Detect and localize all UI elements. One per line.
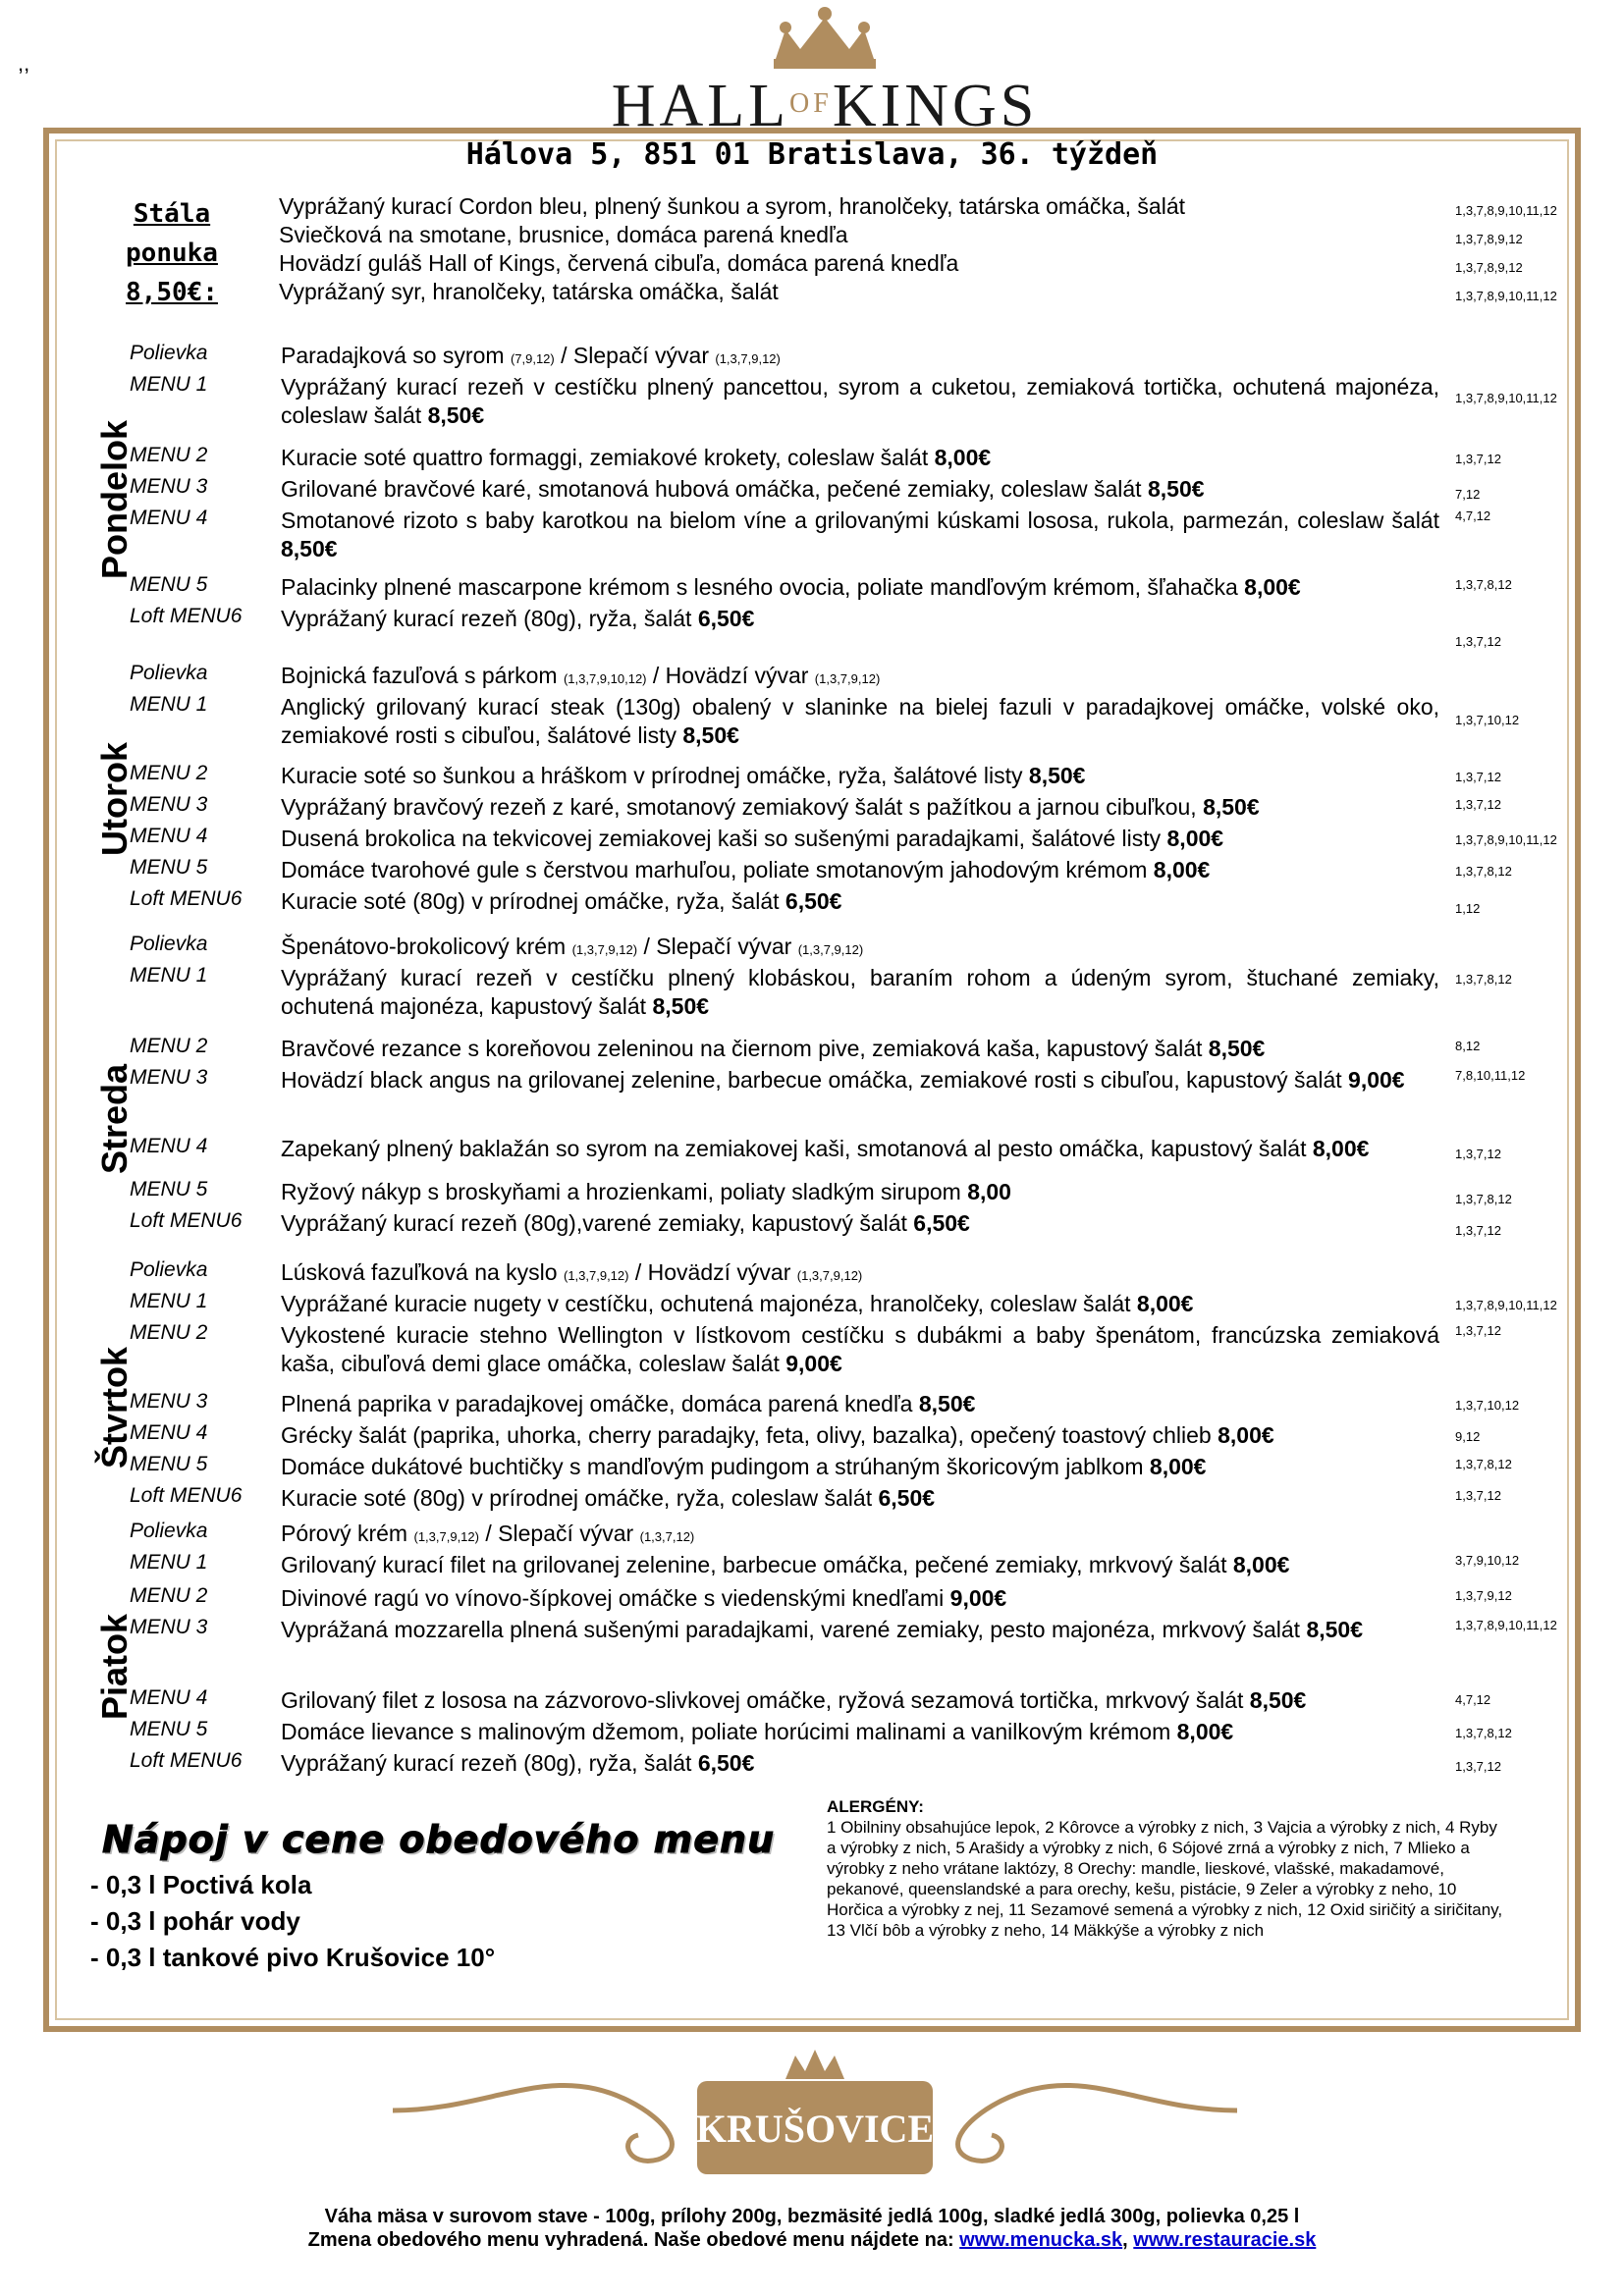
standing-offer-list: [279, 192, 1457, 306]
menu-text: Vyprážaný kurací rezeň v cestíčku plnený pancettou, syrom a cuketou, zemiaková tortička, ochutená majonéza, coleslaw šalát 8,50€: [281, 374, 1439, 428]
price: 8,50€: [918, 1391, 976, 1416]
soup-text: Pórový krém (1,3,7,9,12) / Slepačí vývar (1,3,7,12): [281, 1521, 695, 1546]
standing-offer-title: Stála ponuka 8,50€:: [126, 199, 218, 307]
row-label: Loft MENU6: [130, 1749, 243, 1772]
row-label: MENU 3: [130, 793, 208, 816]
allergen-codes: 1,3,7,12: [1455, 634, 1501, 649]
menu-text: Vyprážaný kurací rezeň (80g),varené zemiaky, kapustový šalát 6,50€: [281, 1210, 970, 1236]
price: 8,00€: [1166, 826, 1224, 851]
price: 8,00€: [1176, 1719, 1234, 1744]
price: 9,00€: [785, 1351, 842, 1376]
menu-text: Smotanové rizoto s baby karotkou na bielom víne a grilovanými kúskami lososa, rukola, parmezán, coleslaw šalát 8,50€: [281, 507, 1439, 561]
row-label: Loft MENU6: [130, 1484, 243, 1507]
row-label: MENU 1: [130, 373, 208, 396]
row-label: MENU 5: [130, 1178, 208, 1201]
allergen-codes: 1,3,7,8,12: [1455, 1192, 1512, 1206]
drinks-title: Nápoj v cene obedového menu: [102, 1818, 776, 1861]
allergen-codes: 9,12: [1455, 1429, 1481, 1444]
day-name: Streda: [94, 1063, 135, 1174]
row-label: Loft MENU6: [130, 1209, 243, 1232]
row-label: MENU 2: [130, 1035, 208, 1057]
soup-text: Bojnická fazuľová s párkom (1,3,7,9,10,12) / Hovädzí vývar (1,3,7,9,12): [281, 663, 881, 688]
row-label: MENU 5: [130, 573, 208, 596]
row-label: MENU 5: [130, 1718, 208, 1740]
list-item: Sviečková na smotane, brusnice, domáca parená knedľa: [279, 222, 848, 247]
price: 8,50€: [1208, 1036, 1266, 1061]
menu-text: Kuracie soté (80g) v prírodnej omáčke, ryža, šalát 6,50€: [281, 888, 842, 914]
allergen-codes: 1,3,7,12: [1455, 1147, 1501, 1161]
menu-text: Vykostené kuracie stehno Wellington v lístkovom cestíčku s dubákmi a baby špenátom, francúzska zemiaková kaša, cibuľová demi glace omáčka, coleslaw šalát 9,00€: [281, 1322, 1439, 1376]
footer-note: Zmena obedového menu vyhradená. Naše obedové menu nájdete na: www.menucka.sk, www.restauracie.sk: [307, 2229, 1317, 2251]
list-item: - 0,3 l pohár vody: [90, 1906, 300, 1936]
menu-text: Grilovaný filet z lososa na zázvorovo-slivkovej omáčke, ryžová sezamová tortička, mrkvový šalát 8,50€: [281, 1687, 1307, 1713]
menu-text: Domáce tvarohové gule s čerstvou marhuľou, poliate smotanovým jahodovým krémom 8,00€: [281, 857, 1211, 882]
price: 8,00€: [1153, 857, 1211, 882]
row-label: Polievka: [130, 933, 208, 955]
row-label: MENU 4: [130, 1686, 208, 1709]
allergen-codes: 1,3,7,8,9,10,11,12: [1455, 1618, 1557, 1632]
price: 8,00€: [934, 445, 992, 470]
allergen-codes: 1,3,7,8,12: [1455, 972, 1512, 987]
price: 8,50€: [1249, 1687, 1307, 1713]
allergen-codes: 1,3,7,8,9,10,11,12: [1455, 832, 1557, 847]
menu-text: Vyprážané kuracie nugety v cestíčku, ochutená majonéza, hranolčeky, coleslaw šalát 8,00€: [281, 1291, 1194, 1316]
price: 8,50€: [1306, 1617, 1363, 1642]
price: 9,00€: [949, 1585, 1007, 1611]
menu-text: Ryžový nákyp s broskyňami a hrozienkami, poliaty sladkým sirupom 8,00: [281, 1179, 1011, 1204]
price: 8,50€: [427, 402, 485, 428]
allergen-codes: 1,3,7,8,12: [1455, 1457, 1512, 1471]
day-name: Pondelok: [94, 419, 135, 579]
price: 8,00: [967, 1179, 1011, 1204]
row-label: MENU 3: [130, 1066, 208, 1089]
allergen-codes: 1,3,7,12: [1455, 1488, 1501, 1503]
menu-text: Plnená paprika v paradajkovej omáčke, domáca parená knedľa 8,50€: [281, 1391, 976, 1416]
row-label: MENU 4: [130, 1421, 208, 1444]
price: 8,00€: [1312, 1136, 1370, 1161]
row-label: Loft MENU6: [130, 887, 243, 910]
row-label: MENU 1: [130, 1290, 208, 1312]
price: 6,50€: [913, 1210, 970, 1236]
price: 8,00€: [1149, 1454, 1207, 1479]
menu-text: Hovädzí black angus na grilovanej zelenine, barbecue omáčka, zemiakové rosti s cibuľou, kapustový šalát 9,00€: [281, 1067, 1405, 1093]
allergen-codes: 7,12: [1455, 487, 1481, 502]
footer-weights: Váha mäsa v surovom stave - 100g, prílohy 200g, bezmäsité jedlá 100g, sladké jedlá 300g, polievka 0,25 l: [324, 2206, 1300, 2227]
allergen-codes: 1,3,7,8,12: [1455, 577, 1512, 592]
price: 6,50€: [878, 1485, 936, 1511]
allergen-codes: 1,3,7,12: [1455, 1759, 1501, 1774]
price: 8,00€: [1136, 1291, 1194, 1316]
allergens-text: 1 Obilniny obsahujúce lepok, 2 Kôrovce a výrobky z nich, 3 Vajcia a výrobky z nich, 4 Ryby a výrobky z nich, 5 Arašidy a výrobky z nich, 6 Sójové zrná a výrobky z nich, 7 Mlieko a výrobky z neho vrátane laktózy, 8 Orechy: mandle, lieskové, vlašské, makadamové, pekanové, queenslandské a para orechy, kešu, pistácie, 9 Zeler a výrobky z neho, 10 Horčica a výrobky z nej, 11 Sezamové semená a výrobky z nich, 12 Oxid siričitý a siričitany, 13 Vlčí bôb a výrobky z neho, 14 Mäkkýše a výrobky z nich: [827, 1818, 1503, 1940]
footer: [0, 2205, 1624, 2252]
price: 8,00€: [1232, 1552, 1290, 1577]
allergen-codes: 1,3,7,12: [1455, 1323, 1501, 1338]
standing-offer-allergens: 1,3,7,8,9,10,11,12 1,3,7,8,9,12 1,3,7,8,9,12 1,3,7,8,9,10,11,12: [1455, 203, 1557, 303]
price: 8,50€: [1147, 476, 1205, 502]
menu-text: Divinové ragú vo vínovo-šípkovej omáčke s viedenskými knedľami 9,00€: [281, 1585, 1007, 1611]
allergen-codes: 4,7,12: [1455, 1692, 1491, 1707]
menu-text: Bravčové rezance s koreňovou zeleninou na čiernom pive, zemiaková kaša, kapustový šalát 8,50€: [281, 1036, 1266, 1061]
allergen-codes: 1,3,7,8,12: [1455, 864, 1512, 879]
menu-text: Grilovaný kurací filet na grilovanej zelenine, barbecue omáčka, pečené zemiaky, mrkvový šalát 8,00€: [281, 1552, 1290, 1577]
row-label: MENU 3: [130, 1390, 208, 1413]
row-label: MENU 3: [130, 475, 208, 498]
allergen-codes: 1,3,7,8,9,10,11,12: [1455, 1298, 1557, 1312]
row-label: Loft MENU6: [130, 605, 243, 627]
brand-name: KRUŠOVICE: [695, 2107, 935, 2151]
price: 8,50€: [1028, 763, 1086, 788]
row-label: MENU 1: [130, 964, 208, 987]
drinks-list: [90, 1867, 495, 1976]
menu-text: Kuracie soté quattro formaggi, zemiakové krokety, coleslaw šalát 8,00€: [281, 445, 992, 470]
allergen-codes: 1,3,7,12: [1455, 452, 1501, 466]
menu-text: Kuracie soté so šunkou a hráškom v prírodnej omáčke, ryža, šalátové listy 8,50€: [281, 763, 1086, 788]
top-quote: ,,: [18, 51, 30, 76]
price: 6,50€: [785, 888, 842, 914]
day-name: Utorok: [94, 742, 135, 856]
hall-of-kings-logo: [491, 0, 1159, 157]
row-label: Polievka: [130, 342, 208, 364]
allergens-legend: [827, 1796, 1504, 1941]
list-item: - 0,3 l tankové pivo Krušovice 10°: [90, 1943, 496, 1972]
menu-text: Vyprážaný kurací rezeň (80g), ryža, šalát 6,50€: [281, 606, 755, 631]
row-label: MENU 2: [130, 762, 208, 784]
address: Hálova 5, 851 01 Bratislava, 36. týždeň: [465, 137, 1159, 172]
menu-text: Vyprážaná mozzarella plnená sušenými paradajkami, varené zemiaky, pesto majonéza, mrkvový šalát 8,50€: [281, 1617, 1363, 1642]
list-item: - 0,3 l Poctivá kola: [90, 1870, 312, 1899]
allergen-codes: 1,3,7,8,9,10,11,12: [1455, 391, 1557, 405]
menu-text: Grilované bravčové karé, smotanová hubová omáčka, pečené zemiaky, coleslaw šalát 8,50€: [281, 476, 1205, 502]
allergen-codes: 1,3,7,10,12: [1455, 713, 1520, 727]
row-label: MENU 5: [130, 1453, 208, 1475]
allergen-codes: 1,3,7,12: [1455, 1223, 1501, 1238]
row-label: Polievka: [130, 662, 208, 684]
day-name: Štvrtok: [94, 1346, 135, 1468]
crown-logo-icon: [491, 0, 1159, 157]
row-label: MENU 4: [130, 507, 208, 529]
beer-brand-icon: [373, 2042, 1257, 2179]
soup-text: Lúsková fazuľková na kyslo (1,3,7,9,12) / Hovädzí vývar (1,3,7,9,12): [281, 1259, 863, 1285]
allergen-codes: 8,12: [1455, 1039, 1481, 1053]
price: 6,50€: [697, 606, 755, 631]
allergen-codes: 3,7,9,10,12: [1455, 1553, 1520, 1568]
menu-text: Vyprážaný bravčový rezeň z karé, smotanový zemiakový šalát s pažítkou a jarnou cibuľkou, 8,50€: [281, 794, 1260, 820]
krusovice-logo: [373, 2042, 1257, 2179]
restauracie-link[interactable]: www.restauracie.sk: [1133, 2229, 1317, 2251]
price: 8,00€: [1244, 574, 1301, 600]
allergen-codes: 7,8,10,11,12: [1455, 1068, 1526, 1083]
menu-text: Grécky šalát (paprika, uhorka, cherry paradajky, feta, olivy, bazalka), opečený toastový chlieb 8,00€: [281, 1422, 1274, 1448]
soup-text: Paradajková so syrom (7,9,12) / Slepačí vývar (1,3,7,9,12): [281, 343, 781, 368]
menu-text: Vyprážaný kurací rezeň v cestíčku plnený klobáskou, baraním rohom a údeným syrom, štuchané zemiaky, ochutená majonéza, kapustový šalát 8,50€: [281, 965, 1439, 1019]
price: 9,00€: [1348, 1067, 1405, 1093]
menucka-link[interactable]: www.menucka.sk: [959, 2229, 1123, 2251]
row-label: MENU 2: [130, 444, 208, 466]
day-name: Piatok: [94, 1613, 135, 1720]
menu-text: Palacinky plnené mascarpone krémom s lesného ovocia, poliate mandľovým krémom, šľahačka 8,00€: [281, 574, 1301, 600]
allergen-codes: 4,7,12: [1455, 508, 1491, 523]
allergen-codes: 1,3,7,9,12: [1455, 1588, 1512, 1603]
row-label: MENU 2: [130, 1321, 208, 1344]
menu-text: Kuracie soté (80g) v prírodnej omáčke, ryža, coleslaw šalát 6,50€: [281, 1485, 936, 1511]
allergen-codes: 1,3,7,12: [1455, 770, 1501, 784]
price: 8,00€: [1218, 1422, 1274, 1448]
allergens-title: ALERGÉNY:: [827, 1797, 924, 1816]
menu-text: Dusená brokolica na tekvicovej zemiakovej kaši so sušenými paradajkami, šalátové listy 8,00€: [281, 826, 1224, 851]
row-label: MENU 4: [130, 825, 208, 847]
row-label: MENU 2: [130, 1584, 208, 1607]
list-item: Vyprážaný kurací Cordon bleu, plnený šunkou a syrom, hranolčeky, tatárska omáčka, šalát: [279, 193, 1186, 219]
price: 8,50€: [682, 722, 739, 748]
allergen-codes: 1,3,7,12: [1455, 797, 1501, 812]
menu-text: Domáce dukátové buchtičky s mandľovým pudingom a strúhaným škoricovým jablkom 8,00€: [281, 1454, 1207, 1479]
allergen-codes: 1,3,7,8,12: [1455, 1726, 1512, 1740]
row-label: Polievka: [130, 1258, 208, 1281]
list-item: Hovädzí guláš Hall of Kings, červená cibuľa, domáca parená knedľa: [279, 250, 959, 276]
list-item: Vyprážaný syr, hranolčeky, tatárska omáčka, šalát: [279, 279, 779, 304]
row-label: MENU 4: [130, 1135, 208, 1157]
menu-text: Zapekaný plnený baklažán so syrom na zemiakovej kaši, smotanová al pesto omáčka, kapustový šalát 8,00€: [281, 1136, 1370, 1161]
allergen-codes: 1,3,7,10,12: [1455, 1398, 1520, 1413]
menu-text: Domáce lievance s malinovým džemom, poliate horúcimi malinami a vanilkovým krémom 8,00€: [281, 1719, 1234, 1744]
menu-text: Vyprážaný kurací rezeň (80g), ryža, šalát 6,50€: [281, 1750, 755, 1776]
price: 6,50€: [697, 1750, 755, 1776]
soup-text: Špenátovo-brokolicový krém (1,3,7,9,12) / Slepačí vývar (1,3,7,9,12): [281, 934, 864, 959]
row-label: MENU 3: [130, 1616, 208, 1638]
logo-wordmark: $HALL^{OF}KINGS$: [611, 73, 1039, 139]
row-label: MENU 1: [130, 693, 208, 716]
menu-text: Anglický grilovaný kurací steak (130g) obalený v slaninke na bielej fazuli v paradajkovej omáčke, volské oko, zemiakové rosti s cibuľou, šalátové listy 8,50€: [281, 694, 1439, 748]
allergen-codes: 1,12: [1455, 901, 1481, 916]
row-label: Polievka: [130, 1520, 208, 1542]
row-label: MENU 5: [130, 856, 208, 879]
price: 8,50€: [281, 536, 338, 561]
price: 8,50€: [1203, 794, 1260, 820]
price: 8,50€: [652, 993, 710, 1019]
row-label: MENU 1: [130, 1551, 208, 1574]
